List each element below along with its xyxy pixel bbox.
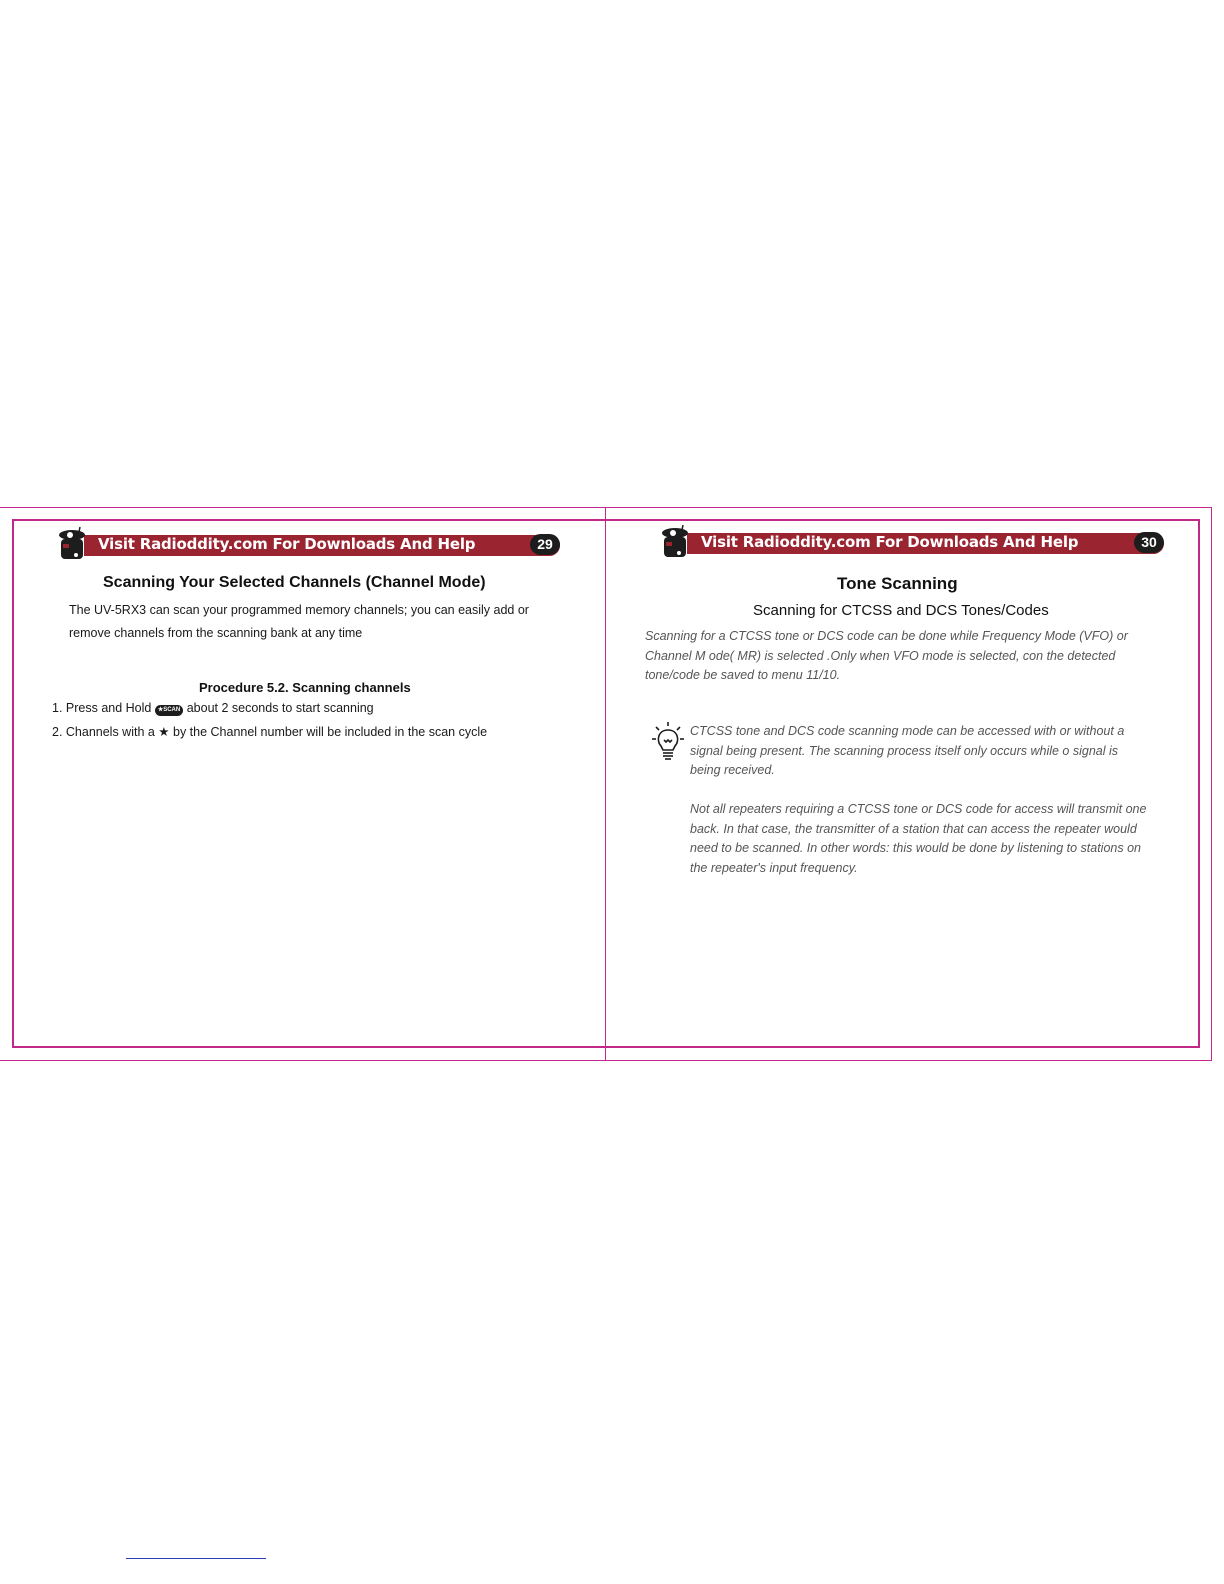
frame-right-line <box>1211 507 1212 1061</box>
step-text: 1. Press and Hold <box>52 701 155 715</box>
intro-line: The UV-5RX3 can scan your programmed memory channels; you can easily add or <box>69 603 529 617</box>
procedure-title: Procedure 5.2. Scanning channels <box>199 680 411 695</box>
lightbulb-icon <box>651 721 685 763</box>
tip-line: signal being present. The scanning process itself only occurs while o signal is <box>690 743 1119 758</box>
intro-line: tone/code be saved to menu 11/10. <box>645 668 841 682</box>
radio-mascot-icon <box>58 523 92 563</box>
page-title: Tone Scanning <box>837 574 958 593</box>
tip-line: need to be scanned. In other words: this would be done by listening to stations on <box>690 841 1141 855</box>
tip-line: Not all repeaters requiring a CTCSS tone or DCS code for access will transmit one <box>690 802 1147 816</box>
banner-text[interactable]: Visit Radioddity.com For Downloads And Help <box>701 533 1079 551</box>
step-2: 2. Channels with a ★ by the Channel number will be included in the scan cycle <box>52 725 488 739</box>
step-text: about 2 seconds to start scanning <box>183 701 374 715</box>
right-page <box>607 521 1198 1046</box>
scan-key-icon: ★SCAN <box>155 705 183 716</box>
frame-top-line <box>0 507 1212 508</box>
page-subtitle: Scanning for CTCSS and DCS Tones/Codes <box>753 602 1049 619</box>
tip-line: back. In that case, the transmitter of a station that can access the repeater would <box>690 821 1137 836</box>
tip-line: the repeater's input frequency. <box>690 860 858 875</box>
page-title: Scanning Your Selected Channels (Channel Mode) <box>103 574 486 591</box>
intro-line: Scanning for a CTCSS tone or DCS code can be done while Frequency Mode (VFO) or <box>645 629 1128 643</box>
intro-paragraph <box>69 599 529 645</box>
tip-line: being received. <box>690 763 775 777</box>
tip-line: CTCSS tone and DCS code scanning mode can be accessed with or without a <box>690 724 1125 738</box>
banner-text[interactable]: Visit Radioddity.com For Downloads And Help <box>98 535 476 553</box>
page-number: 29 <box>530 534 560 555</box>
left-page <box>14 521 604 1046</box>
frame-bottom-line <box>0 1060 1212 1061</box>
intro-line: Channel M ode( MR) is selected .Only when VFO mode is selected, con the detected <box>645 648 1116 663</box>
intro-line: remove channels from the scanning bank at any time <box>69 626 363 640</box>
footer-link-underline[interactable] <box>126 1558 266 1559</box>
header-banner <box>58 533 560 557</box>
tip-paragraph <box>690 722 1124 781</box>
radio-mascot-icon <box>661 521 695 561</box>
step-1 <box>52 701 374 716</box>
page-number: 30 <box>1134 532 1164 553</box>
intro-paragraph <box>645 627 1128 686</box>
tip-paragraph <box>690 800 1146 878</box>
header-banner <box>661 531 1164 555</box>
